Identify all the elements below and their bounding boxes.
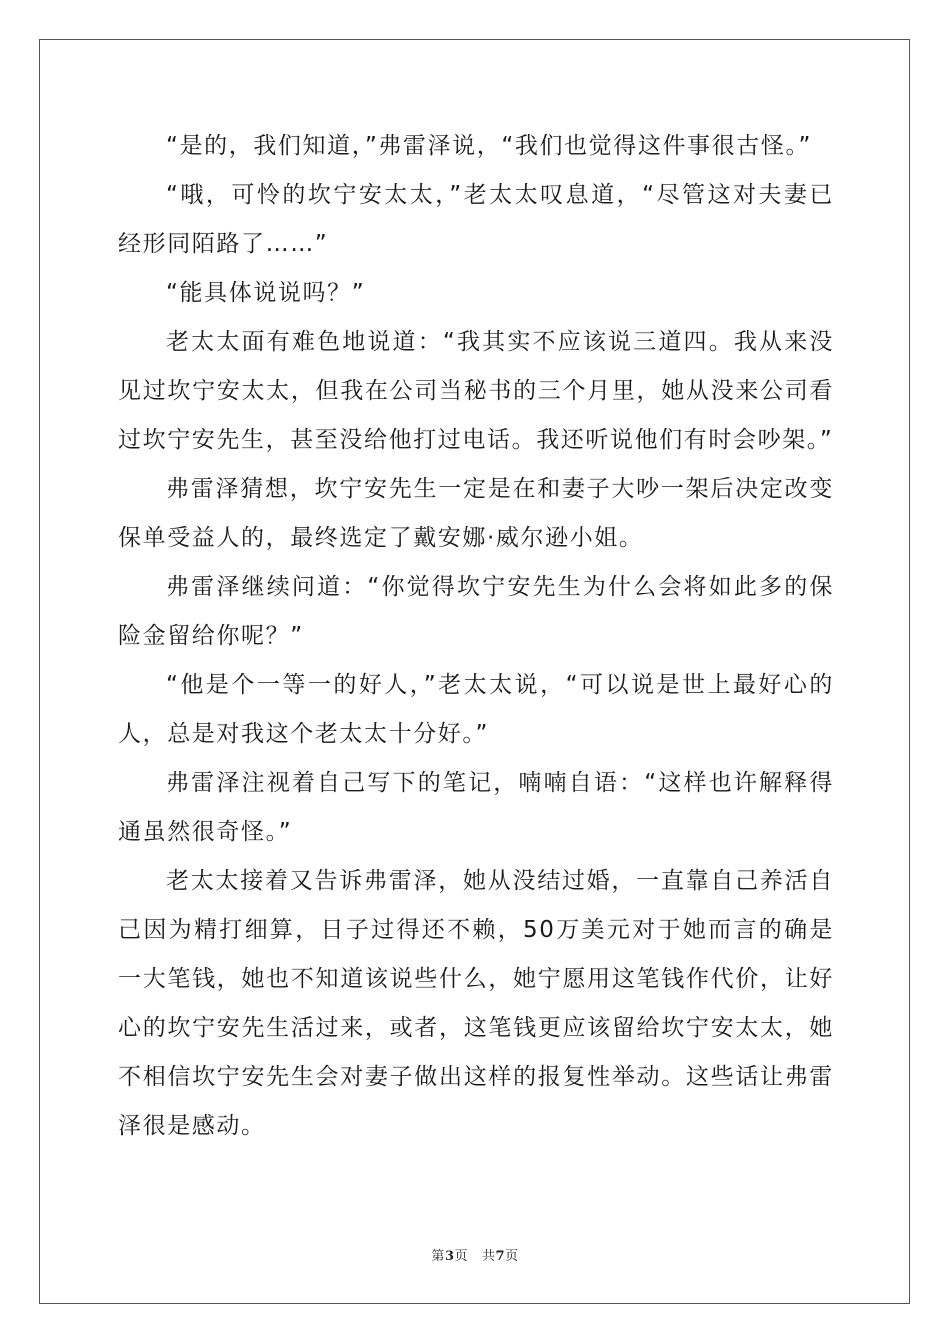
total-suffix: 页 bbox=[505, 1249, 519, 1264]
paragraph: 老太太接着又告诉弗雷泽，她从没结过婚，一直靠自己养活自己因为精打细算，日子过得还不赖，50万美元对于她而言的确是一大笔钱，她也不知道该说些什么，她宁愿用这笔钱作代价，让好心的坎宁安先生活过来，或者，这笔钱更应该留给坎宁安太太，她不相信坎宁安先生会对妻子做出这样的报复性举动。这些话让弗雷泽很是感动。 bbox=[118, 868, 834, 1139]
document-body bbox=[118, 122, 834, 1151]
paragraph: 老太太面有难色地说道：“我其实不应该说三道四。我从来没见过坎宁安太太，但我在公司当秘书的三个月里，她从没来公司看过坎宁安先生，甚至没给他打过电话。我还听说他们有时会吵架。” bbox=[118, 329, 834, 453]
page-footer bbox=[0, 1245, 950, 1264]
paragraph: 弗雷泽注视着自己写下的笔记，喃喃自语：“这样也许解释得通虽然很奇怪。” bbox=[118, 770, 834, 845]
page-number: 3 bbox=[444, 1249, 455, 1264]
paragraph: “是的，我们知道，”弗雷泽说，“我们也觉得这件事很古怪。” bbox=[166, 133, 813, 159]
paragraph: 弗雷泽猜想，坎宁安先生一定是在和妻子大吵一架后决定改变保单受益人的，最终选定了戴安娜·威尔逊小姐。 bbox=[118, 476, 834, 551]
paragraph: 弗雷泽继续问道：“你觉得坎宁安先生为什么会将如此多的保险金留给你呢？” bbox=[118, 574, 834, 649]
total-prefix: 共 bbox=[482, 1249, 496, 1264]
paragraph: “他是个一等一的好人，”老太太说，“可以说是世上最好心的人，总是对我这个老太太十分好。” bbox=[118, 672, 834, 747]
page-prefix: 第 bbox=[431, 1249, 445, 1264]
paragraph: “能具体说说吗？” bbox=[166, 280, 366, 306]
page-suffix: 页 bbox=[454, 1249, 468, 1264]
total-pages: 7 bbox=[495, 1249, 506, 1264]
paragraph: “哦，可怜的坎宁安太太，”老太太叹息道，“尽管这对夫妻已经形同陌路了……” bbox=[118, 182, 834, 257]
